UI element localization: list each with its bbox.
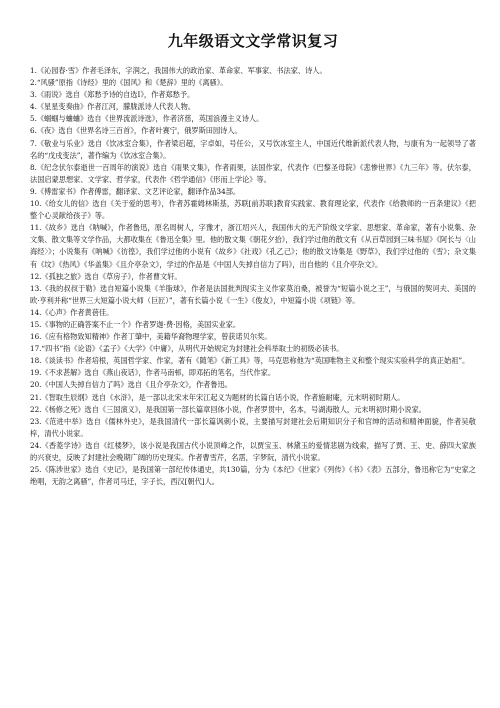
item-list [30,65,476,488]
list-item: 15.《事物的正确答案不止一个》作者罗迦·费·因格，美国实业家。 [30,319,241,329]
list-item: 25.《陈涉世家》选自《史记》，是我国第一部纪传体通史，共130篇，分为《本纪》《世家》《列传》《书》《表》五部分，鲁迅称它为“史家之绝唱，无韵之离骚”，作者司马迁，字子长，西汉[朝代]人。 [30,465,476,487]
list-item: 2.“风骚”原指《诗经》里的《国风》和《楚辞》里的《离骚》。 [30,78,228,88]
list-item: 12.《孤独之旅》选自《草房子》，作者曹文轩。 [30,271,182,281]
list-item: 9.《傅雷家书》作者傅雷，翻译家、文艺评论家，翻译作品34部。 [30,186,241,196]
page-title: 九年级语文文学常识复习 [167,32,339,50]
list-item: 13.《我的叔叔于勒》选自短篇小说集《羊脂球》，作者是法国批判现实主义作家莫泊桑，被誉为“短篇小说之王”，与俄国的契诃夫、美国的欧·亨利并称“世界三大短篇小说大师（巨匠）”，著有长篇小说《一生》《俊友》，中短篇小说《项链》等。 [30,283,476,305]
list-item: 3.《雨说》选自《郑愁予诗的自选Ⅰ》，作者郑愁予。 [30,90,195,100]
list-item: 19.《不求甚解》选自《燕山夜话》，作者马南邨，即邓拓的笔名，当代作家。 [30,368,276,378]
list-item: 16.《应有格物致知精神》作者丁肇中，美籍华裔物理学家，曾获诺贝尔奖。 [30,332,272,342]
list-item: 17.“四书”指《论语》《孟子》《大学》《中庸》，从明代开始规定为封建社会科举取士的初级必读书。 [30,344,344,354]
list-item: 21.《智取生辰纲》选自《水浒》，是一部以北宋末年宋江起义为题材的长篇白话小说，作者施耐庵，元末明初时期人。 [30,392,405,402]
list-item: 14.《心声》作者黄蓓佳。 [30,307,114,317]
list-item: 18.《谈读书》作者培根，英国哲学家、作家，著有《随笔》《新工具》等，马克思称他为“英国唯物主义和整个现实实验科学的真正始祖”。 [30,356,470,366]
list-item: 6.《夜》选自《世界名诗三百首》，作者叶赛宁，俄罗斯田园诗人。 [30,126,242,136]
list-item: 11.《故乡》选自《呐喊》，作者鲁迅，原名周树人，字豫才，浙江绍兴人，我国伟大的无产阶级文学家、思想家、革命家，著有小说集、杂文集、散文集等文学作品，大都收集在《鲁迅全集》里。他的散文集《朝花夕拾》，我们学过他的散文有《从百草园到三味书屋》《阿长与〈山海经〉》；小说集有《呐喊》《彷徨》，我们学过他的小说有《故乡》《社戏》《孔乙己》；他的散文诗集是《野草》，我们学过他的《雪》；杂文集有《坟》《热风》《华盖集》《且介亭杂文》，学过的作品是《中国人失掉自信力了吗》，出自他的《且介亭杂文》。 [30,223,476,269]
list-item: 20.《中国人失掉自信力了吗》选自《且介亭杂文》，作者鲁迅。 [30,380,232,390]
list-item: 1.《沁园春·雪》作者毛泽东，字润之，我国伟大的政治家、革命家、军事家、书法家、诗人。 [30,66,327,75]
list-item: 8.《纪念伏尔泰逝世一百周年的演说》选自《雨果文集》，作者雨果，法国作家，代表作《巴黎圣母院》《悲惨世界》《九三年》等。伏尔泰，法国启蒙思想家、文学家、哲学家，代表作《哲学通信》《形而上学论》等。 [30,162,476,184]
list-item: 23.《范进中举》选自《儒林外史》，是我国清代一部长篇讽刺小说，主要描写封建社会后期知识分子和官绅的活动和精神面貌，作者吴敬梓，清代小说家。 [30,416,476,438]
list-item: 24.《香菱学诗》选自《红楼梦》，该小说是我国古代小说顶峰之作，以贾宝玉、林黛玉的爱情悲剧为线索，描写了贾、王、史、薛四大家族的兴衰史，反映了封建社会晚期广阔的历史现实。作者曹雪芹，名霑，字梦阮，清代小说家。 [30,440,476,462]
list-item: 4.《星星变奏曲》作者江河，朦胧派诗人代表人物。 [30,102,195,112]
list-item: 10.《给女儿的信》选自《关于爱的思考》，作者苏霍姆林斯基，苏联[前苏联]教育实践家、教育理论家，代表作《给教师的一百条建议》《把整个心灵献给孩子》等。 [30,199,476,221]
list-item: 22.《杨修之死》选自《三国演义》，是我国第一部长篇章回体小说，作者罗贯中，名本，号湖海散人，元末明初时期小说家。 [30,404,426,414]
list-item: 5.《蝈蝈与蛐蛐》选自《世界流派诗选》，作者济慈，英国浪漫主义诗人。 [30,114,264,124]
list-item: 7.《敬业与乐业》选自《饮冰室合集》，作者梁启超，字卓如，号任公，又号饮冰室主人，中国近代维新派代表人物，与康有为一起领导了著名的“戊戌变法”，著作编为《饮冰室合集》。 [30,138,476,160]
